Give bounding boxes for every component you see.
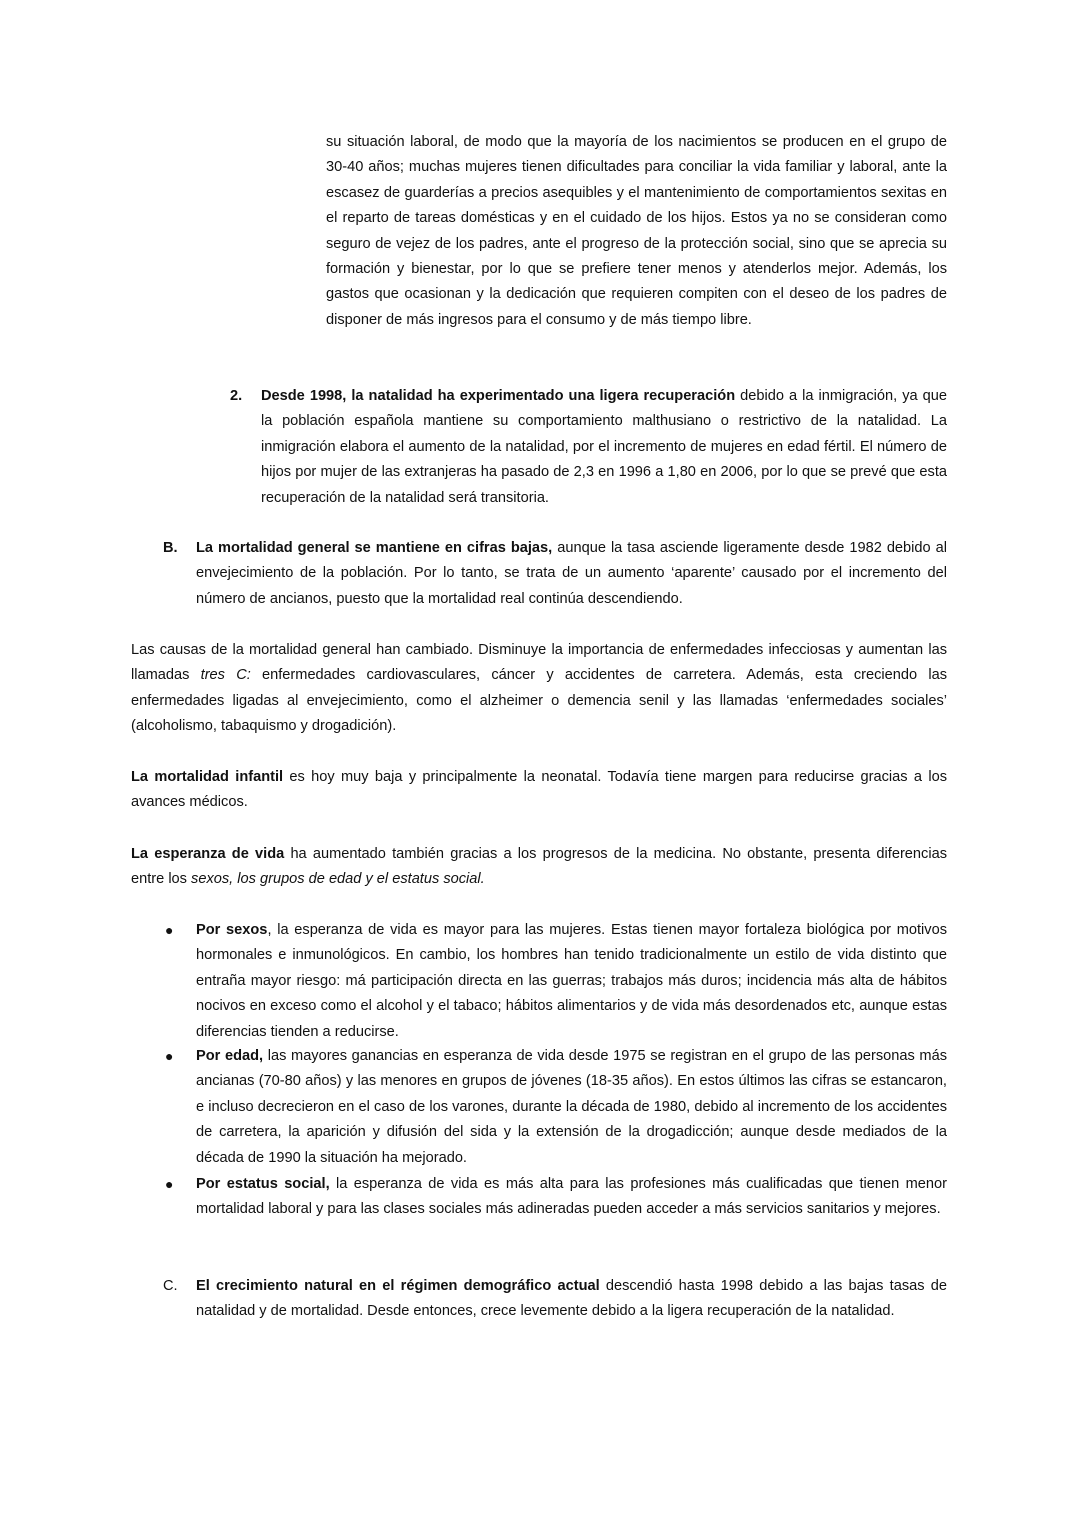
item-2-text: debido a la inmigración, ya que la población española mantiene su comportamiento malthusiano o restrictivo de la natalidad. La inmigración elabora el aumento de la natalidad, por el incremento de mujeres en edad fértil. El número de hijos por mujer de las extranjeras ha pasado de 2,3 en 1996 a 1,80 en 2006, por lo que se prevé que esta recuperación de la natalidad será transitoria. xyxy=(261,388,947,506)
bullet-item-sexos xyxy=(196,918,947,1045)
esperanza-heading: La esperanza de vida xyxy=(131,846,285,862)
section-c-paragraph xyxy=(196,1274,947,1325)
mortalidad-infantil-paragraph xyxy=(131,765,947,816)
bullet-icon: ● xyxy=(165,922,174,938)
causas-italic: tres C: xyxy=(200,667,251,684)
natalidad-continuation-paragraph xyxy=(326,130,947,333)
section-c-label: C. xyxy=(163,1278,178,1294)
causas-text-2: enfermedades cardiovasculares, cáncer y accidentes de carretera. Además, esta creciendo las enfermedades ligadas al envejecimiento, como el alzheimer o demencia senil y las llamadas ‘enfermedades sociales’ (alcoholismo, tabaquismo y drogadición). xyxy=(131,667,947,735)
bullet-icon: ● xyxy=(165,1048,174,1064)
item-2-number: 2. xyxy=(230,388,243,404)
paragraph-text: su situación laboral, de modo que la mayoría de los nacimientos se producen en el grupo de 30-40 años; muchas mujeres tienen dificultades para conciliar la vida familiar y laboral, ante la escasez de guarderías a precios asequibles y el mantenimiento de comportamientos sexitas en el reparto de tareas domésticas y en el cuidado de los hijos. Estos ya no se consideran como seguro de vejez de los padres, ante el progreso de la protección social, sino que se aprecia su formación y bienestar, por lo que se prefiere tener menos y atenderlos mejor. Además, los gastos que ocasionan y la dedicación que requieren compiten con el deseo de los padres de disponer de más ingresos para el consumo y de más tiempo libre. xyxy=(326,134,947,328)
bullet-heading: Por estatus social, xyxy=(196,1176,330,1192)
bullet-text: , la esperanza de vida es mayor para las mujeres. Estas tienen mayor fortaleza biológica por motivos hormonales e inmunológicos. En cambio, los hombres han tenido tradicionalmente un estilo de vida distinto que entraña mayor riesgo: má participación directa en las guerras; trabajos más duros; incidencia más alta de hábitos nocivos en exceso como el alcohol y el tabaco; hábitos alimentarios y de vida más desordenados etc, aunque estas diferencias tienden a reducirse. xyxy=(196,922,947,1040)
infantil-text: es hoy muy baja y principalmente la neonatal. Todavía tiene margen para reducirse gracias a los avances médicos. xyxy=(131,769,947,811)
section-b-text: aunque la tasa asciende ligeramente desde 1982 debido al envejecimiento de la población. Por lo tanto, se trata de un aumento ‘aparente’ causado por el incremento del número de ancianos, puesto que la mortalidad real continúa descendiendo. xyxy=(196,540,948,607)
item-2-heading: Desde 1998, la natalidad ha experimentado una ligera recuperación xyxy=(261,388,736,404)
bullet-text: las mayores ganancias en esperanza de vida desde 1975 se registran en el grupo de las personas más ancianas (70-80 años) y las menores en grupos de jóvenes (18-35 años). En estos últimos las cifras se estancaron, e incluso decrecieron en el caso de los varones, durante la década de 1980, debido al incremento de los accidentes de carretera, la aparición y difusión del sida y la extensión de la drogadicción; aunque desde mediados de la década de 1990 la situación ha mejorado. xyxy=(196,1048,947,1166)
bullet-icon: ● xyxy=(165,1176,174,1192)
section-c-text: descendió hasta 1998 debido a las bajas tasas de natalidad y de mortalidad. Desde entonces, crece levemente debido a la ligera recuperación de la natalidad. xyxy=(196,1278,947,1320)
bullet-item-estatus xyxy=(196,1172,947,1223)
esperanza-paragraph xyxy=(131,842,947,893)
section-b-heading: La mortalidad general se mantiene en cifras bajas, xyxy=(196,540,553,556)
esperanza-italic: sexos, los grupos de edad y el estatus social. xyxy=(191,871,485,888)
causas-paragraph xyxy=(131,638,947,740)
bullet-heading: Por sexos xyxy=(196,922,268,938)
esperanza-text: ha aumentado también gracias a los progresos de la medicina. No obstante, presenta diferencias entre los xyxy=(131,846,947,888)
infantil-heading: La mortalidad infantil xyxy=(131,769,284,785)
bullet-item-edad xyxy=(196,1044,947,1171)
item-2-paragraph xyxy=(261,384,947,511)
bullet-text: la esperanza de vida es más alta para las profesiones más cualificadas que tienen menor mortalidad laboral y para las clases sociales más adineradas pueden acceder a más servicios sanitarios y mejores. xyxy=(196,1176,947,1218)
bullet-heading: Por edad, xyxy=(196,1048,264,1064)
section-b-paragraph xyxy=(196,536,947,612)
causas-text: Las causas de la mortalidad general han cambiado. Disminuye la importancia de enfermedades infecciosas y aumentan las llamadas xyxy=(131,642,947,684)
section-c-heading: El crecimiento natural en el régimen demográfico actual xyxy=(196,1278,600,1294)
section-b-label: B. xyxy=(163,540,178,556)
